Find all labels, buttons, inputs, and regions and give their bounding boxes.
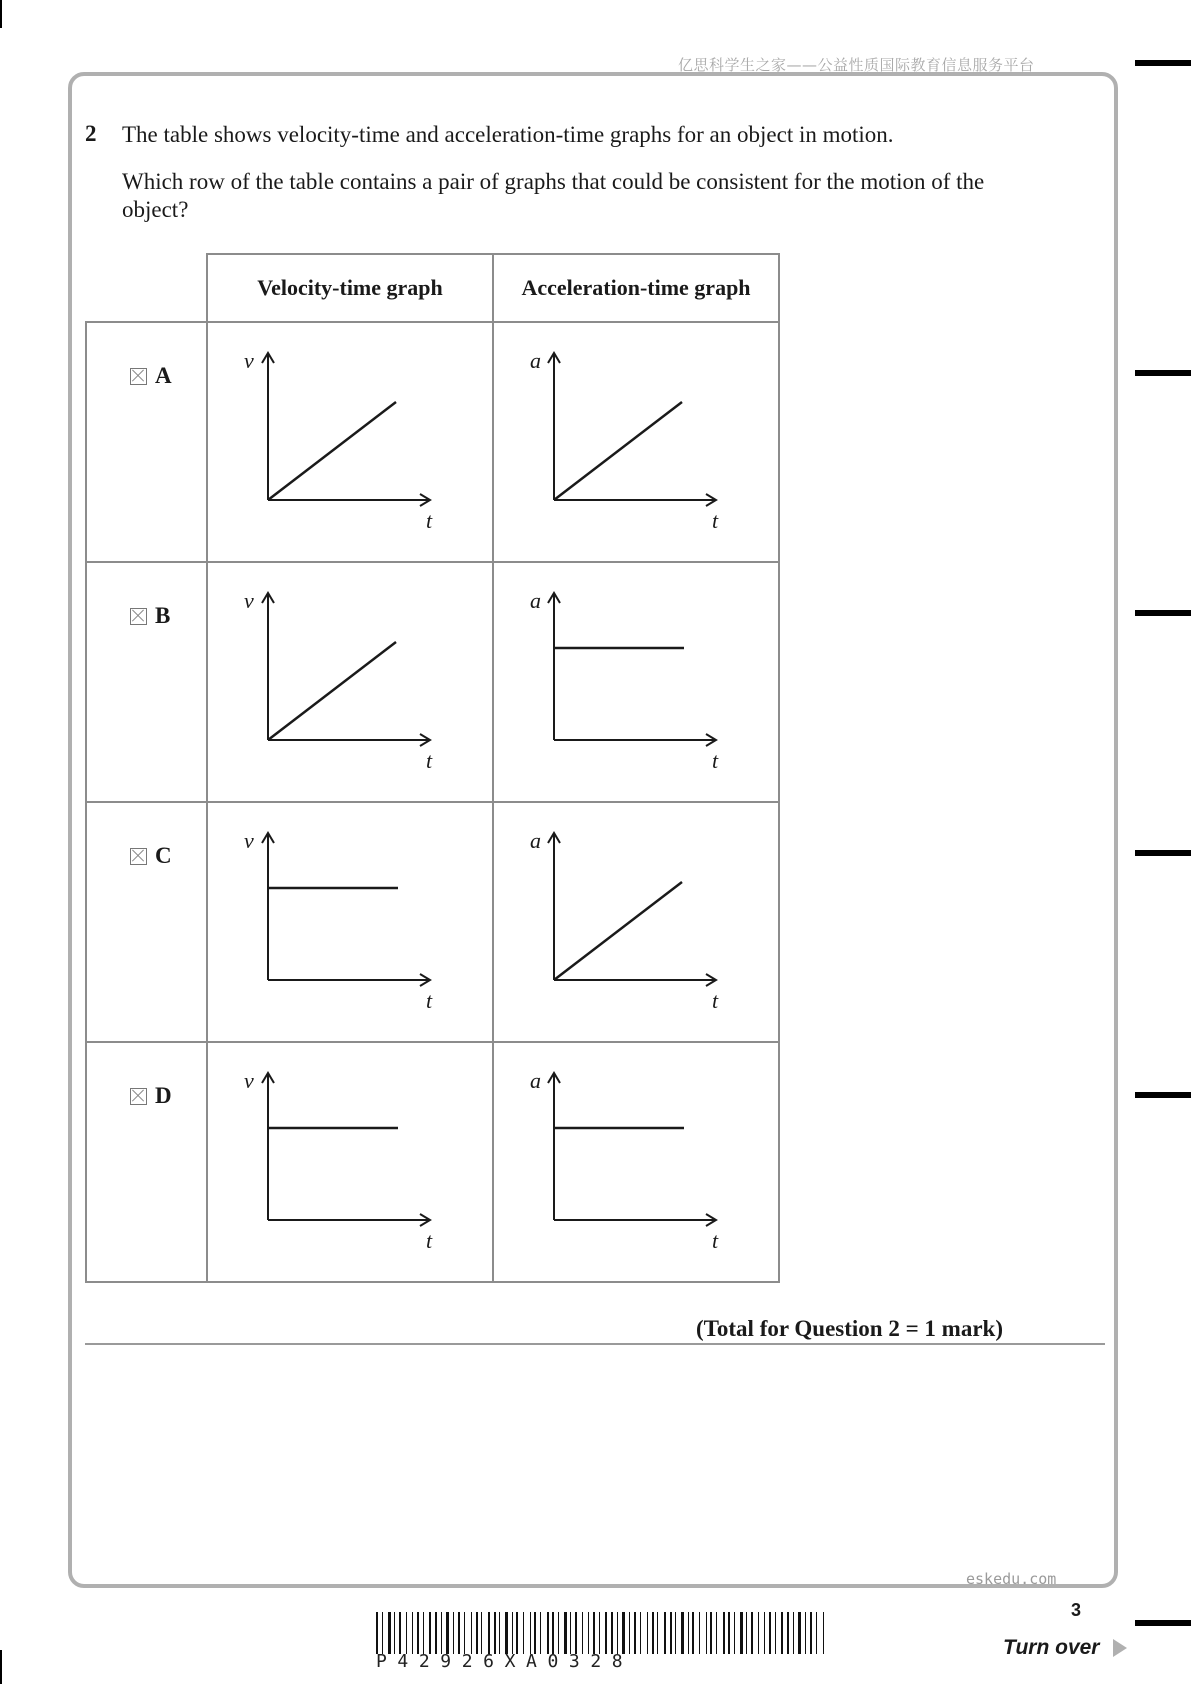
header-acceleration-time: Acceleration-time graph: [493, 254, 779, 322]
barcode-bar: [647, 1612, 648, 1654]
barcode-bar: [670, 1612, 672, 1654]
x-axis-label: t: [712, 508, 719, 533]
barcode-bar: [787, 1612, 789, 1654]
velocity-graph-cell: [207, 1042, 493, 1282]
table-row: [86, 562, 779, 802]
barcode-bar: [611, 1612, 613, 1654]
barcode-bar: [605, 1612, 607, 1654]
barcode-bar: [412, 1612, 413, 1654]
acceleration-graph-cell: [493, 562, 779, 802]
barcode-bar: [441, 1612, 442, 1654]
acceleration-graph-cell: [493, 1042, 779, 1282]
barcode-bar: [505, 1612, 508, 1654]
barcode-bar: [688, 1612, 689, 1654]
barcode-bar: [657, 1612, 658, 1654]
question-total: (Total for Question 2 = 1 mark): [696, 1316, 1003, 1341]
graph-line-increasing: [268, 402, 396, 500]
barcode-bar: [769, 1612, 771, 1654]
barcode-bar: [488, 1612, 490, 1654]
option-cell-b[interactable]: [86, 562, 207, 802]
barcode-bar: [530, 1612, 531, 1654]
x-axis-label: t: [712, 988, 719, 1013]
barcode-bar: [417, 1612, 419, 1654]
x-axis-label: t: [426, 508, 433, 533]
barcode-bar: [406, 1612, 407, 1654]
barcode-bar: [552, 1612, 554, 1654]
barcode-bar: [446, 1612, 449, 1654]
option-cell-d[interactable]: [86, 1042, 207, 1282]
y-axis-label: v: [244, 588, 254, 613]
barcode-bar: [588, 1612, 589, 1654]
barcode-bar: [640, 1612, 641, 1654]
barcode-bar: [775, 1612, 776, 1654]
barcode-bar: [494, 1612, 496, 1654]
section-divider: [85, 1343, 1105, 1345]
barcode-bar: [798, 1612, 801, 1654]
y-axis-label: a: [530, 828, 541, 853]
turn-over-text: Turn over: [1003, 1636, 1100, 1659]
y-axis-label: v: [244, 348, 254, 373]
barcode-bar: [481, 1612, 482, 1654]
barcode-bar: [499, 1612, 500, 1654]
barcode-bar: [376, 1612, 378, 1654]
table-row: [86, 322, 779, 562]
barcode-bar: [746, 1612, 747, 1654]
play-arrow-icon: [1113, 1639, 1127, 1657]
barcode-bar: [764, 1612, 765, 1654]
barcode-bar: [476, 1612, 478, 1654]
velocity-graph-cell: [207, 562, 493, 802]
option-a-checkbox[interactable]: [130, 368, 147, 385]
barcode-bar: [435, 1612, 437, 1654]
x-axis-label: t: [712, 748, 719, 773]
graph-line-increasing: [554, 402, 682, 500]
crop-mark-top-left: [0, 0, 2, 28]
acceleration-graph-cell: [493, 802, 779, 1042]
barcode-bar: [723, 1612, 725, 1654]
crop-mark-bottom-left: [0, 1650, 2, 1684]
margin-mark: [1135, 370, 1191, 376]
option-c-letter: C: [155, 843, 172, 868]
barcode-bar: [692, 1612, 694, 1654]
page-number: 3: [1071, 1600, 1082, 1620]
acceleration-time-graph-b: [494, 563, 778, 801]
barcode-bar: [823, 1612, 824, 1654]
y-axis-label: v: [244, 1068, 254, 1093]
barcode-bar: [516, 1612, 518, 1654]
velocity-time-graph-d: [208, 1043, 492, 1281]
margin-mark: [1135, 850, 1191, 856]
option-c-checkbox[interactable]: [130, 848, 147, 865]
question-prompt: Which row of the table contains a pair of graphs that could be consistent for the motion of the object?: [122, 169, 985, 222]
barcode-bar: [570, 1612, 571, 1654]
option-b-checkbox[interactable]: [130, 608, 147, 625]
table-row: [86, 1042, 779, 1282]
velocity-graph-cell: [207, 802, 493, 1042]
barcode-bar: [681, 1612, 684, 1654]
barcode-bar: [534, 1612, 536, 1654]
barcode-bar: [751, 1612, 753, 1654]
barcode-bar: [429, 1612, 431, 1654]
barcode-bar: [706, 1612, 707, 1654]
barcode-bar: [388, 1612, 391, 1654]
barcode-bar: [675, 1612, 676, 1654]
option-d-letter: D: [155, 1083, 172, 1108]
barcode-bar: [652, 1612, 654, 1654]
option-d-checkbox[interactable]: [130, 1088, 147, 1105]
barcode-bar: [558, 1612, 559, 1654]
barcode-bar: [523, 1612, 524, 1654]
table-row: [86, 802, 779, 1042]
acceleration-graph-cell: [493, 322, 779, 562]
barcode-bar: [617, 1612, 618, 1654]
barcode-bar: [575, 1612, 577, 1654]
barcode-bar: [664, 1612, 666, 1654]
barcode: [376, 1612, 828, 1654]
barcode-bar: [458, 1612, 460, 1654]
barcode-bar: [629, 1612, 630, 1654]
graph-line-increasing: [268, 642, 396, 740]
graph-line-increasing: [554, 882, 682, 980]
barcode-bar: [805, 1612, 806, 1654]
header-velocity-time: Velocity-time graph: [207, 254, 493, 322]
barcode-bar: [728, 1612, 730, 1654]
y-axis-label: a: [530, 588, 541, 613]
option-b-letter: B: [155, 603, 171, 628]
barcode-bar: [423, 1612, 424, 1654]
question-stem: The table shows velocity-time and acceleration-time graphs for an object in motion.: [122, 122, 894, 147]
option-a-letter: A: [155, 363, 172, 388]
x-axis-label: t: [712, 1228, 719, 1253]
barcode-bar: [716, 1612, 717, 1654]
x-axis-label: t: [426, 1228, 433, 1253]
barcode-bar: [512, 1612, 513, 1654]
barcode-bar: [582, 1612, 583, 1654]
barcode-bar: [464, 1612, 465, 1654]
y-axis-label: a: [530, 1068, 541, 1093]
barcode-bar: [593, 1612, 595, 1654]
velocity-time-graph-c: [208, 803, 492, 1041]
y-axis-label: a: [530, 348, 541, 373]
option-cell-a[interactable]: [86, 322, 207, 562]
barcode-bar: [399, 1612, 401, 1654]
table-header-row: [86, 254, 779, 322]
margin-mark: [1135, 1092, 1191, 1098]
velocity-time-graph-b: [208, 563, 492, 801]
barcode-bar: [634, 1612, 636, 1654]
barcode-bar: [734, 1612, 735, 1654]
velocity-graph-cell: [207, 322, 493, 562]
velocity-time-graph-a: [208, 323, 492, 561]
barcode-bar: [382, 1612, 383, 1654]
barcode-bar: [781, 1612, 783, 1654]
barcode-bar: [564, 1612, 567, 1654]
barcode-bar: [810, 1612, 812, 1654]
margin-mark: [1135, 60, 1191, 66]
option-cell-c[interactable]: [86, 802, 207, 1042]
answer-table: [85, 253, 780, 1283]
margin-mark: [1135, 1620, 1191, 1626]
barcode-bar: [453, 1612, 454, 1654]
barcode-bar: [816, 1612, 817, 1654]
barcode-bar: [540, 1612, 541, 1654]
x-axis-label: t: [426, 748, 433, 773]
barcode-text: P42926XA0328: [376, 1651, 634, 1672]
barcode-bar: [394, 1612, 395, 1654]
barcode-bar: [599, 1612, 600, 1654]
watermark-bottom: eskedu.com: [966, 1570, 1057, 1588]
y-axis-label: v: [244, 828, 254, 853]
question-number: 2: [85, 121, 97, 146]
x-axis-label: t: [426, 988, 433, 1013]
barcode-bar: [622, 1612, 625, 1654]
acceleration-time-graph-c: [494, 803, 778, 1041]
barcode-bar: [699, 1612, 700, 1654]
acceleration-time-graph-a: [494, 323, 778, 561]
turn-over-label: [1003, 1636, 1127, 1660]
acceleration-time-graph-d: [494, 1043, 778, 1281]
barcode-bar: [471, 1612, 472, 1654]
barcode-bar: [758, 1612, 759, 1654]
margin-mark: [1135, 610, 1191, 616]
table-corner: [86, 254, 207, 322]
barcode-bar: [547, 1612, 549, 1654]
barcode-bar: [710, 1612, 712, 1654]
watermark-top: 亿思科学生之家——公益性质国际教育信息服务平台: [678, 56, 1035, 74]
barcode-bar: [740, 1612, 743, 1654]
barcode-bar: [793, 1612, 794, 1654]
